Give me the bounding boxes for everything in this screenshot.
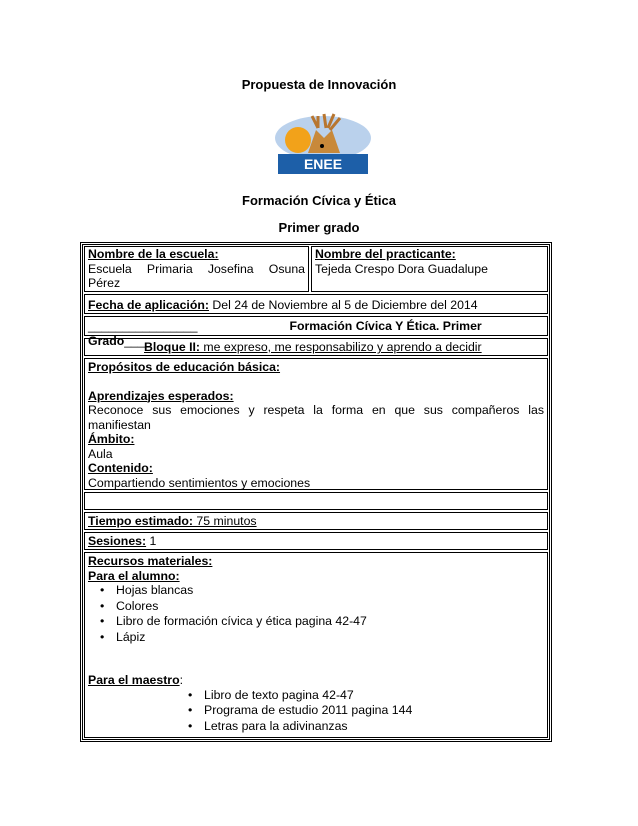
teacher-materials-label: Para el maestro	[88, 673, 180, 688]
list-item: • Libro de formación cívica y ética pagina 42-47	[116, 614, 544, 630]
expected-learning-line2: manifiestan	[88, 417, 151, 432]
block-label: Bloque II:	[144, 340, 201, 354]
document-title: Propuesta de Innovación	[241, 77, 397, 92]
list-item: • Colores	[116, 599, 544, 615]
resources-label: Recursos materiales:	[88, 554, 213, 568]
student-teacher-label: Nombre del practicante:	[315, 247, 456, 261]
list-item: • Programa de estudio 2011 pagina 144	[204, 703, 544, 719]
sessions-label: Sesiones:	[88, 534, 147, 548]
purposes-label: Propósitos de educación básica:	[88, 360, 281, 374]
time-value: 75 minutos	[193, 514, 257, 528]
course-lead-line: ________________	[88, 319, 198, 333]
time-content	[84, 513, 548, 530]
student-materials-label: Para el alumno:	[88, 568, 180, 583]
date-value: Del 24 de Noviembre al 5 de Diciembre del 2014	[208, 298, 478, 312]
date-label: Fecha de aplicación:	[88, 298, 209, 312]
school-label: Nombre de la escuela:	[88, 247, 219, 261]
enee-logo	[268, 108, 378, 178]
list-item: • Hojas blancas	[116, 583, 544, 599]
expected-learning-line1: Reconoce sus emociones y respeta la forma en que sus compañeros las	[88, 403, 544, 417]
content-label: Contenido:	[88, 461, 153, 475]
list-item: • Libro de texto pagina 42-47	[204, 688, 544, 704]
school-value-line2: Pérez	[88, 276, 121, 290]
subject-title: Formación Cívica y Ética	[242, 193, 396, 208]
school-value-line1: Escuela Primaria Josefina Osuna	[88, 261, 305, 276]
course-banner-text: Formación Cívica Y Ética. Primer Grado	[88, 319, 482, 348]
course-trail-line: ____	[124, 333, 152, 348]
block-content	[140, 339, 540, 356]
grade-title: Primer grado	[278, 220, 360, 235]
empty-row	[84, 492, 548, 510]
list-item: • Letras para la adivinanzas	[204, 719, 544, 735]
block-value: me expreso, me responsabilizo y aprendo a decidir	[200, 340, 482, 354]
logo-text: ENEE	[303, 156, 343, 172]
student-teacher-value: Tejeda Crespo Dora Guadalupe	[315, 261, 488, 276]
date-content	[84, 297, 548, 314]
school-name-cell	[84, 246, 309, 292]
student-materials-list	[116, 583, 544, 645]
scope-label: Ámbito:	[88, 432, 135, 446]
purposes-content	[84, 359, 548, 491]
resources-content	[84, 553, 548, 736]
scope-value: Aula	[88, 446, 113, 461]
content-value: Compartiendo sentimientos y emociones	[88, 475, 311, 490]
student-teacher-content	[311, 246, 548, 277]
expected-learning-label: Aprendizajes esperados:	[88, 388, 234, 403]
time-label: Tiempo estimado:	[88, 514, 193, 528]
teacher-materials-list	[204, 688, 544, 735]
sessions-value: 1	[146, 534, 157, 548]
sessions-content	[84, 533, 548, 550]
teacher-materials-colon: :	[179, 673, 184, 688]
list-item: • Lápiz	[116, 630, 544, 646]
